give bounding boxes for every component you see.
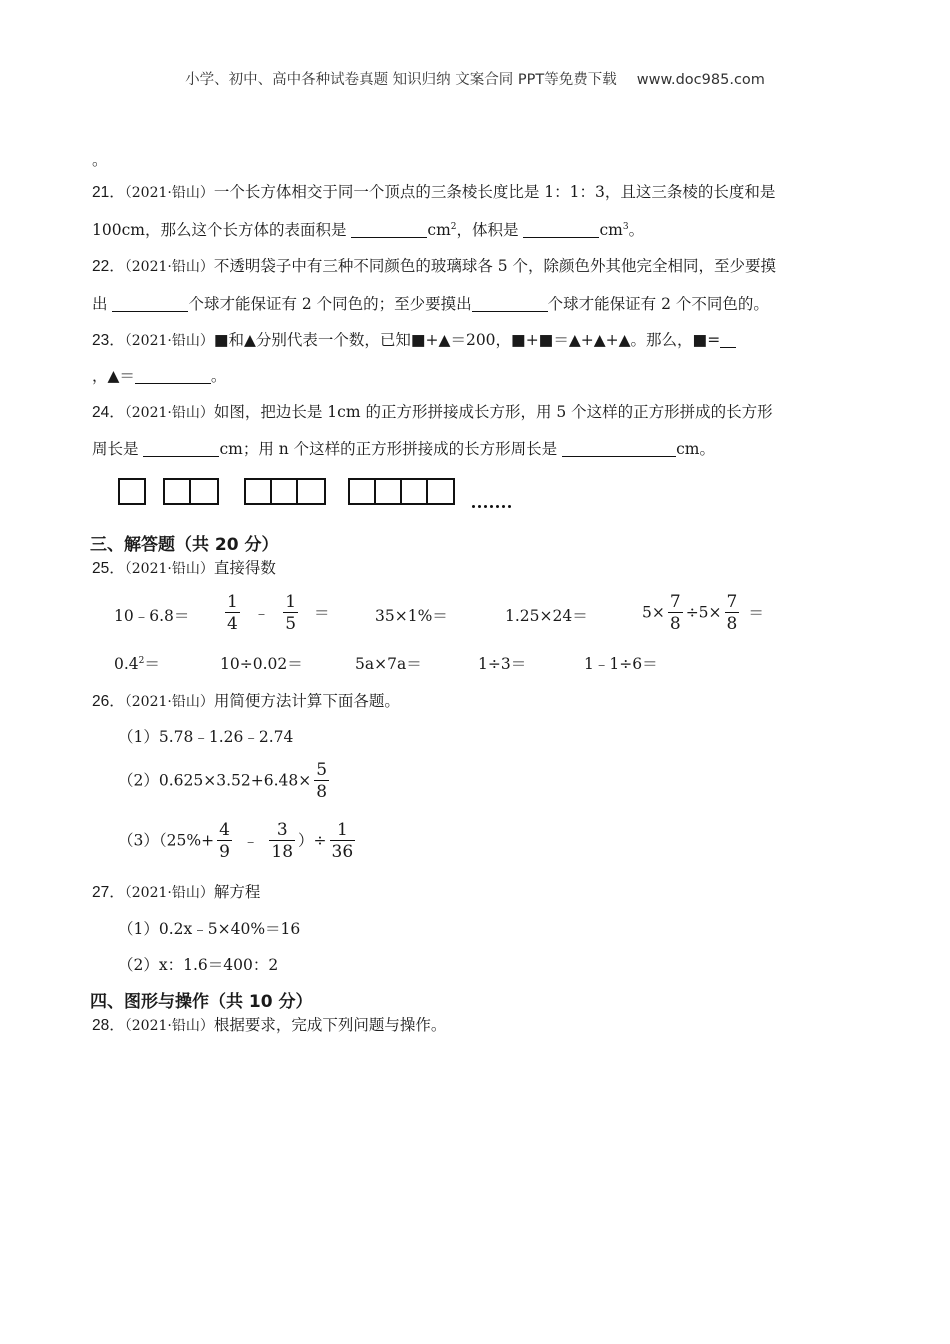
header-text: 小学、初中、高中各种试卷真题 知识归纳 文案合同 PPT等免费下载	[185, 72, 617, 88]
q21-end: 。	[628, 221, 645, 239]
q27-part2: （2）x：1.6＝400：2	[118, 956, 279, 974]
section-4-title: 四、图形与操作（共 10 分）	[90, 992, 313, 1012]
q28-source: （2021·铅山）	[124, 1018, 214, 1034]
q21-blank-volume[interactable]	[523, 221, 599, 238]
q25-r1-d: 1.25×24＝	[505, 607, 588, 625]
q24-blank-five[interactable]	[143, 440, 219, 457]
q23-text2b: 。	[210, 367, 227, 385]
q24-text2b: cm；用 n 个这样的正方形拼接成的长方形周长是	[219, 440, 563, 458]
q22-blank-different[interactable]	[472, 295, 548, 312]
q27-title: 解方程	[213, 883, 261, 901]
section-3-title: 三、解答题（共 20 分）	[90, 535, 279, 555]
header-site-link[interactable]: www.doc985.com	[636, 72, 765, 88]
q23-line1	[92, 328, 736, 350]
fraction-7-8-a: $\frac{7}{8}$	[669, 592, 681, 634]
fraction-1-36: $\frac{1}{36}$	[331, 820, 354, 862]
q26-part1: （1）5.78﹣1.26﹣2.74	[118, 728, 294, 746]
q27-part1: （1）0.2x﹣5×40%＝16	[118, 920, 301, 938]
q21-source: （2021·铅山）	[124, 185, 214, 201]
page-header	[0, 68, 950, 89]
figure-ellipsis	[472, 493, 514, 512]
q23-text2a: ，▲＝	[92, 367, 135, 385]
q23-number: 23．	[92, 332, 125, 349]
q27-source: （2021·铅山）	[124, 885, 214, 901]
q28-number: 28．	[92, 1017, 125, 1034]
q24-number: 24．	[92, 404, 125, 421]
figure-2-squares	[163, 478, 219, 505]
q21-number: 21．	[92, 184, 125, 201]
q24-line2	[92, 437, 715, 459]
q22-text2c: 个球才能保证有 2 个不同色的。	[547, 295, 769, 313]
q21-sup1: 2	[450, 222, 457, 232]
q25-title: 直接得数	[213, 559, 276, 577]
q24-text1: 如图，把边长是 1cm 的正方形拼接成长方形，用 5 个这样的正方形拼成的长方形	[213, 403, 773, 421]
q26-source: （2021·铅山）	[124, 694, 214, 710]
figure-4-squares	[348, 478, 455, 505]
q22-line1	[92, 254, 776, 276]
q21-text2a: 100cm，那么这个长方体的表面积是	[92, 221, 352, 239]
q25-r2-a: $0.4^2=$	[114, 655, 160, 673]
q22-number: 22．	[92, 258, 125, 275]
q23-text1: ■和▲分别代表一个数，已知■+▲＝200，■+■＝▲+▲+▲。那么，■=	[213, 331, 721, 349]
q21-sup2: 3	[622, 222, 629, 232]
q24-text2a: 周长是	[92, 440, 144, 458]
q27-number: 27．	[92, 884, 125, 901]
fraction-4-9: $\frac{4}{9}$	[219, 820, 230, 862]
q23-line2	[92, 364, 226, 386]
fraction-1-4: $\frac{1}{4}$	[227, 592, 238, 634]
fraction-7-8-b: $\frac{7}{8}$	[726, 592, 738, 634]
q21-blank-area[interactable]	[351, 221, 427, 238]
q26-title: 用简便方法计算下面各题。	[213, 692, 400, 710]
q25-r2-e: 1﹣1÷6＝	[584, 655, 658, 673]
q25-number: 25．	[92, 560, 125, 577]
q22-line2	[92, 292, 769, 314]
q27-title-line	[92, 880, 260, 902]
q21-line1	[92, 180, 775, 202]
q25-r1-e: 5× $\frac{7}{8}$ ÷5× $\frac{7}{8}$ ＝	[642, 592, 764, 634]
q25-r2-c: 5a×7a＝	[355, 655, 422, 673]
q26-part2: （2）0.625×3.52+6.48× $\frac{5}{8}$	[118, 760, 328, 802]
q24-blank-n[interactable]	[562, 440, 676, 457]
q22-text2b: 个球才能保证有 2 个同色的；至少要摸出	[188, 295, 472, 313]
q21-unit1: cm	[427, 221, 451, 239]
q22-text1: 不透明袋子中有三种不同颜色的玻璃球各 5 个，除颜色外其他完全相同，至少要摸	[213, 257, 777, 275]
figure-1-square	[118, 478, 146, 505]
q26-title-line	[92, 689, 400, 711]
q28-title-line	[92, 1013, 446, 1035]
q21-line2	[92, 218, 644, 240]
q21-text2b: ，体积是	[456, 221, 524, 239]
q21-unit2: cm	[599, 221, 623, 239]
q24-text2c: cm。	[676, 440, 715, 458]
q23-blank-triangle[interactable]	[135, 367, 211, 384]
figure-3-squares	[244, 478, 326, 505]
q22-source: （2021·铅山）	[124, 259, 214, 275]
q25-r1-a: 10﹣6.8＝	[114, 607, 190, 625]
q25-source: （2021·铅山）	[124, 561, 214, 577]
q21-text1: 一个长方体相交于同一个顶点的三条棱长度比是 1：1：3，且这三条棱的长度和是	[213, 183, 776, 201]
q26-part3: （3）（25%+ $\frac{4}{9}$ ﹣ $\frac{3}{18}$ ）÷ $\frac{1}{36}$	[118, 820, 354, 862]
q25-r1-c: 35×1%＝	[375, 607, 448, 625]
fraction-1-5: $\frac{1}{5}$	[285, 592, 297, 634]
q25-title-line	[92, 556, 276, 578]
q24-source: （2021·铅山）	[124, 405, 214, 421]
fraction-3-18: $\frac{3}{18}$	[271, 820, 294, 862]
q28-title: 根据要求，完成下列问题与操作。	[213, 1016, 447, 1034]
lead-dot: 。	[92, 151, 108, 169]
fraction-5-8: $\frac{5}{8}$	[316, 760, 328, 802]
q25-r2-d: 1÷3＝	[478, 655, 527, 673]
q25-r1-b: $\frac{1}{4}$ ﹣ $\frac{1}{5}$ ＝	[227, 592, 330, 634]
q23-source: （2021·铅山）	[124, 333, 214, 349]
q22-blank-same[interactable]	[112, 295, 188, 312]
q23-blank-square[interactable]	[720, 331, 736, 348]
q24-line1	[92, 400, 773, 422]
q22-text2a: 出	[92, 295, 113, 313]
q25-r2-b: 10÷0.02＝	[220, 655, 303, 673]
q26-number: 26．	[92, 693, 125, 710]
